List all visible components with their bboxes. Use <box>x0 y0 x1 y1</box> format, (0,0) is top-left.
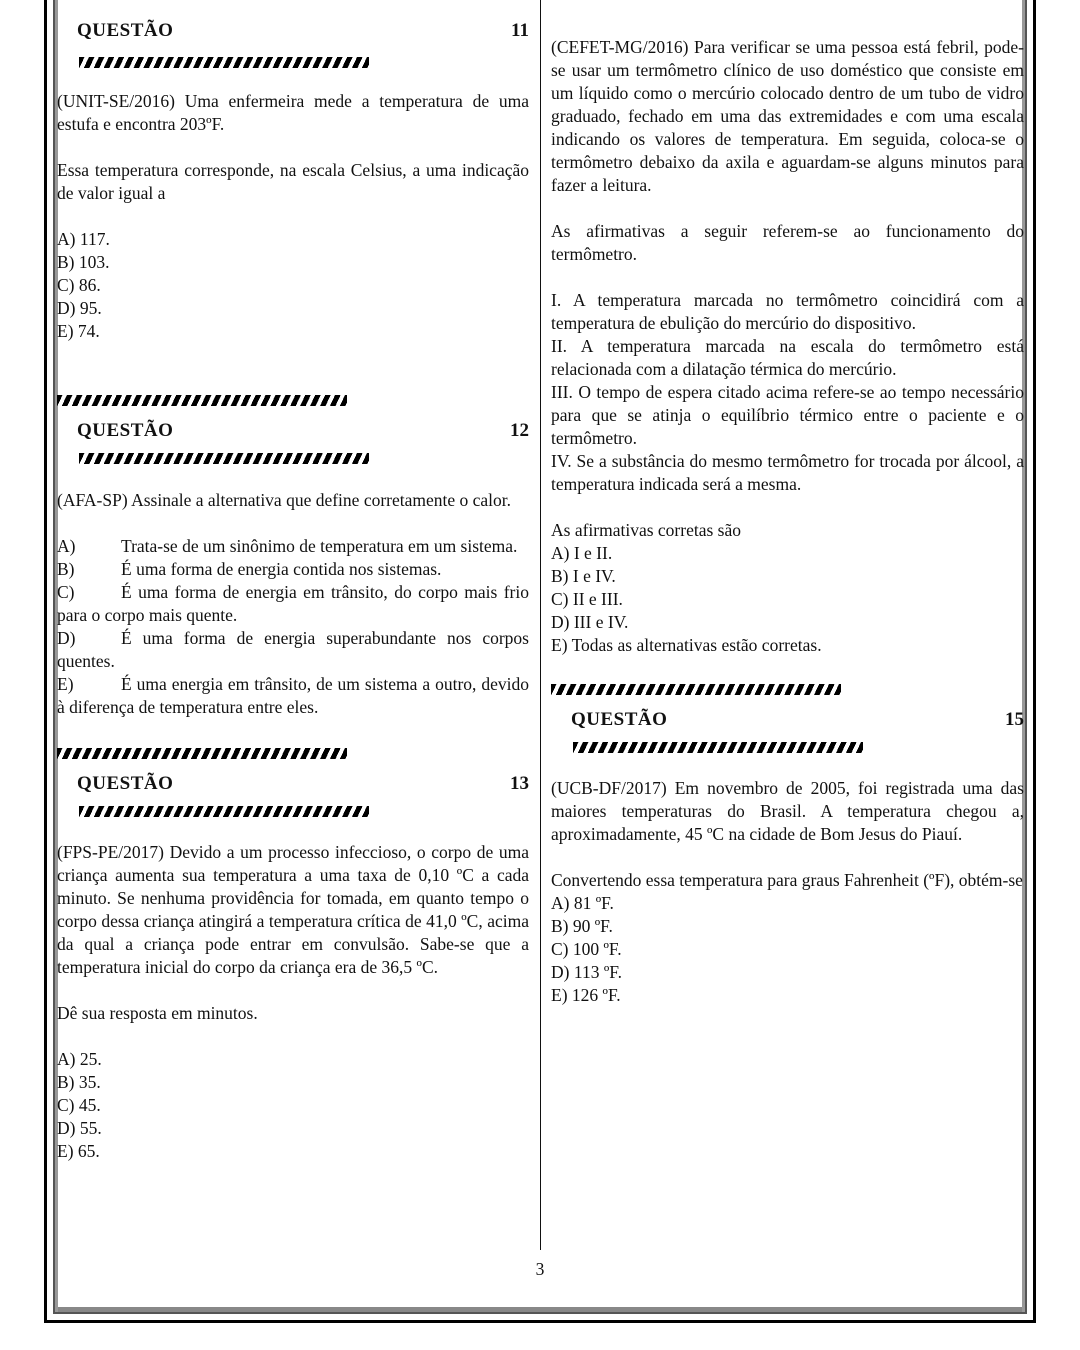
q11-option-b: B) 103. <box>57 252 110 272</box>
q14-option-d: D) III e IV. <box>551 612 629 632</box>
question-12-header <box>57 400 529 441</box>
column-divider <box>540 0 541 1250</box>
question-15-header <box>551 689 1024 730</box>
q15-option-e: E) 126 ºF. <box>551 985 621 1005</box>
q14-option-a: A) I e II. <box>551 543 613 563</box>
q11-option-d: D) 95. <box>57 298 102 318</box>
question-11-header <box>57 0 529 41</box>
q11-option-a: A) 117. <box>57 229 110 249</box>
stripe-divider <box>79 57 369 68</box>
question-15-number: 15 <box>1005 709 1024 730</box>
q14-option-b: B) I e IV. <box>551 566 616 586</box>
q14-statement-2: II. A temperatura marcada na escala do termômetro está relacionada com a dilatação térmica do mercúrio. <box>551 336 1024 379</box>
q12-option-b-letter: B) <box>57 559 75 579</box>
question-15-label: QUESTÃO <box>571 709 668 730</box>
q11-option-c: C) 86. <box>57 275 101 295</box>
q12-option-e-text: É uma energia em trânsito, de um sistema a outro, devido à diferença de temperatura entre eles. <box>57 674 529 717</box>
q15-option-b: B) 90 ºF. <box>551 916 613 936</box>
q12-option-a <box>57 535 529 558</box>
stripe-divider <box>79 806 369 817</box>
q14-option-e: E) Todas as alternativas estão corretas. <box>551 635 822 655</box>
question-14-question: As afirmativas corretas são <box>551 520 741 540</box>
stripe-divider <box>79 453 369 464</box>
right-column <box>551 36 1024 1007</box>
q12-option-b-text: É uma forma de energia contida nos sistemas. <box>121 559 442 579</box>
stripe-divider <box>573 742 863 753</box>
question-11-question: Essa temperatura corresponde, na escala Celsius, a uma indicação de valor igual a <box>57 160 529 203</box>
q12-option-c-text: É uma forma de energia em trânsito, do corpo mais frio para o corpo mais quente. <box>57 582 529 625</box>
q12-option-b <box>57 558 529 581</box>
q12-option-d <box>57 627 529 673</box>
q12-option-c <box>57 581 529 627</box>
question-13-label: QUESTÃO <box>77 773 174 794</box>
question-11-stem: (UNIT-SE/2016) Uma enfermeira mede a temperatura de uma estufa e encontra 203ºF. <box>57 91 529 134</box>
q12-option-a-text: Trata-se de um sinônimo de temperatura em um sistema. <box>121 536 518 556</box>
q13-option-b: B) 35. <box>57 1072 101 1092</box>
q15-option-d: D) 113 ºF. <box>551 962 622 982</box>
q15-option-a: A) 81 ºF. <box>551 893 614 913</box>
q15-option-c: C) 100 ºF. <box>551 939 622 959</box>
question-13-header <box>57 753 529 794</box>
q12-option-a-letter: A) <box>57 536 76 556</box>
question-12-number: 12 <box>510 420 529 441</box>
question-13-question: Dê sua resposta em minutos. <box>57 1003 258 1023</box>
q13-option-e: E) 65. <box>57 1141 100 1161</box>
q13-option-c: C) 45. <box>57 1095 101 1115</box>
question-11-label: QUESTÃO <box>77 20 174 41</box>
page-number: 3 <box>535 1259 545 1279</box>
question-14-intro: As afirmativas a seguir referem-se ao funcionamento do termômetro. <box>551 221 1024 264</box>
q12-option-d-letter: D) <box>57 628 76 648</box>
q12-option-d-text: É uma forma de energia superabundante nos corpos quentes. <box>57 628 529 671</box>
q14-statement-4: IV. Se a substância do mesmo termômetro for trocada por álcool, a temperatura indicada será a mesma. <box>551 451 1024 494</box>
question-12-stem: (AFA-SP) Assinale a alternativa que define corretamente o calor. <box>57 490 512 510</box>
question-13-number: 13 <box>510 773 529 794</box>
q11-option-e: E) 74. <box>57 321 100 341</box>
q12-option-e <box>57 673 529 719</box>
q14-statement-1: I. A temperatura marcada no termômetro coincidirá com a temperatura de ebulição do mercúrio do dispositivo. <box>551 290 1024 333</box>
q14-option-c: C) II e III. <box>551 589 623 609</box>
q14-statement-3: III. O tempo de espera citado acima refere-se ao tempo necessário para que se atinja o equilíbrio térmico entre o paciente e o termômetro. <box>551 382 1024 448</box>
question-15-stem: (UCB-DF/2017) Em novembro de 2005, foi registrada uma das maiores temperaturas do Brasil. A temperatura chegou a, aproximadamente, 45 ºC na cidade de Bom Jesus do Piauí. <box>551 778 1024 844</box>
left-column <box>57 0 529 1163</box>
question-13-stem: (FPS-PE/2017) Devido a um processo infeccioso, o corpo de uma criança aumenta sua temperatura a uma taxa de 0,10 ºC a cada minuto. Se nenhuma providência for tomada, em quanto tempo o corpo dessa criança atingirá a temperatura crítica de 41,0 ºC, acima da qual a criança pode entrar em convulsão. Sabe-se que a temperatura inicial do corpo da criança era de 36,5 ºC. <box>57 842 529 977</box>
q13-option-d: D) 55. <box>57 1118 102 1138</box>
q13-option-a: A) 25. <box>57 1049 102 1069</box>
question-14-stem: (CEFET-MG/2016) Para verificar se uma pessoa está febril, pode-se usar um termômetro clínico de uso doméstico que consiste em um líquido como o mercúrio colocado dentro de um tubo de vidro graduado, fechado em uma das extremidades e com uma escala indicando os valores de temperatura. Em seguida, coloca-se o termômetro debaixo da axila e aguardam-se alguns minutos para fazer a leitura. <box>551 37 1024 195</box>
q12-option-e-letter: E) <box>57 674 74 694</box>
question-11-number: 11 <box>511 20 529 41</box>
question-12-label: QUESTÃO <box>77 420 174 441</box>
question-15-question: Convertendo essa temperatura para graus Fahrenheit (ºF), obtém-se <box>551 870 1023 890</box>
q12-option-c-letter: C) <box>57 582 75 602</box>
